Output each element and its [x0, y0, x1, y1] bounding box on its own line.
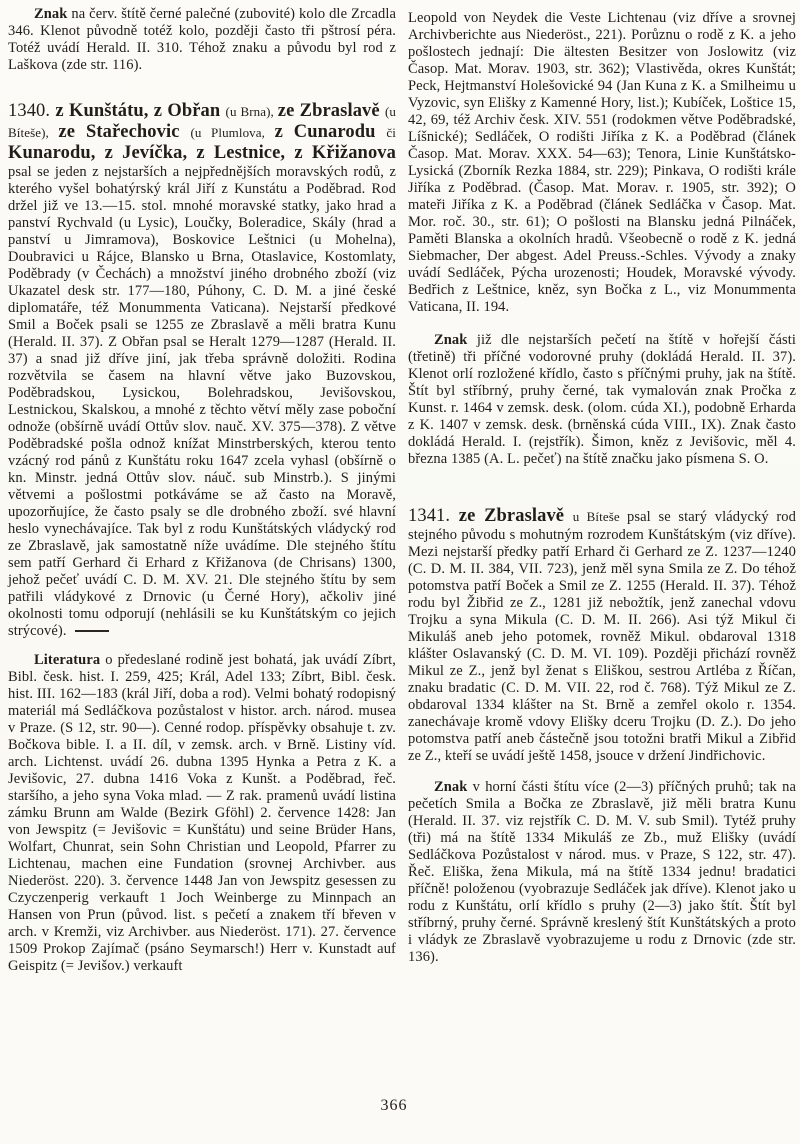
text-segment-num: 1341.	[408, 506, 459, 526]
page-number: 366	[380, 1097, 408, 1114]
text-segment-n: psal se starý vládycký rod stejného původu s mohutným rozrodem Kunštátským (viz dříve). Mezi nejstarší předky patří Erhard či Gerhard ze Z. 1237—1240 (C. D. M. II. 384, VII. 723), jenž měl syna Smila ze Z. Do téhož potomstva patří Boček a Smil ze Z. 1255 (Herald. II. 37). Téhož rodu byl Žibřid ze Z., 1281 již nebožtík, jenž zanechal vdovu Trojku a syna Mikula (C. D. M. II. 266). Asi týž Mikul či Mikuláš aneb jeho potomek, rovněž Mikul. obdaroval 1318 klášter Oslavanský (C. D. M. VI. 109). Později přichází rovněž Mikul ze Z., jenž byl ženat s Eliškou, sestrou Artléba z Říčan, znaku bradatic (C. D. M. VII. 22, rod č. 768). Týž Mikul ze Z. obdaroval 1334 klášter na St. Brně a zemřel okolo r. 1354. zanechávaje kromě vdovy Elišky dceru Trojku (D. Z.). Do jeho potomstva patří aneb částečně jsou totožni bratři Mikul a Zibřid ze Z., kteří se uvádí ještě 1458, jsouce v držení Jindřichovic.	[408, 509, 796, 764]
section-end-rule	[75, 630, 109, 632]
text-segment-hs: u Bíteše	[572, 509, 628, 524]
text-segment-hs: (u Plumlova,	[190, 125, 275, 140]
right-column	[408, 10, 796, 966]
para-znak-laskova-text: na červ. štítě černé palečné (zubovité) kolo dle Zrcadla 346. Klenot původně totéž kolo, později často tři pštrosí péra. Totéž uvádí Herald. II. 310. Téhož znaku a původu byl rod z Laškova (zde str. 116).	[8, 6, 396, 73]
text-segment-n: psal se jeden z nejstarších a nejpřednějších moravských rodů, z kterého vyšel bohatýrský král Jiří z Kunstátu a Poděbrad. Rod držel již ve 13.—15. stol. mnohé moravské statky, jako hrad a panství Rychvald (u Lysic), Loučky, Boleradice, Skály (hrad a panství u Jimramova), Boskovice Leštnici (u Mohelna), Doubravici u Rájce, Blansko u Brna, Otaslavice, Kostomlaty, Poděbrady (v Čechách) a množství jiného drobného zboží (viz Ukazatel desk str. 177—180, Púhony, C. D. M. a jiné české diplomatáře, též Monummenta Vaticana). Nejstarší předkové Smil a Boček psali se 1255 ze Zbraslavě a měli bratra Kunu (Herald. II. 37). Z Obřan psal se Heralt 1279—1287 (Herald. II. 37) a snad již dříve jiní, jak třeba správně doložiti. Rodina rozvětvila se časem na hlavní větve jako Buzovskou, Poděbradskou, Lysickou, Bolehradskou, Jevišovskou, Lestnickou, Skalskou, a mnohé z těchto větví měly zase poboční odnože (obšírně uvádí Ottův slov. nauč. XV. 375—378). Z větve Poděbradské pošla odnož knížat Minstrberských, kterou tento vzácný rod pánů z Kunštátu roku 1647 zcela vyhasl (obšírně o kn. Minstr. jedná Ottův slov. náuč. sub Minstrb.). S jinými větvemi a pošlostmi potkáváme se až často na Moravě, upozorňujíce, že často psaly se dle drobného zboží. své hlavní heslo vynechávajíce. Tak byl z rodu Kunštátských vládycký rod ze Zbraslavě, jak samostatně níže uvádíme. Dle stejného štítu sem patří Gerhard či Erhard z Křižanova (de Chrisans) 1300, jehož pečeť uvádí C. D. M. XV. 21. Dle stejného štítu by sem patřili vládykové z Drnovic (u Černé Hory), ačkoliv jiné okolnosti tomu odporují (nehlásili se ku Kunštátským co jejich strýcové).	[8, 164, 396, 639]
lead-word-znak: Znak	[434, 332, 468, 348]
text-segment-hs: (u Bíteše),	[8, 104, 396, 140]
text-segment-h: z Cunarodu	[274, 122, 387, 142]
entry-1340	[8, 101, 396, 640]
para-continuation-text: Leopold von Neydek die Veste Lichtenau (viz dříve a srovnej Archivberichte aus Niederöst., 221). Porůznu o rodě z K. a jeho pošlostech jednají: Die ältesten Besitzer von Joslowitz (viz Časop. Mat. Morav. 1903, str. 362); Vlastivěda, okres Kunštát; Peck, Hejtmanství Holešovické 94 (Jan Kuna z K. a Smilheimu u Vyzovic, syn Elišky z Kamenné Hory, list.); Kubíček, Loštice 15, 42, 69, též Archiv česk. XIV. 551 (rodokmen větve Poděbradské, Líšnické); Sedláček, O rodišti Jiříka z K. a Poděbrad (článek Časop. Mat. Morav. XXX. 54—63); Tenora, Linie Kunštátsko-Lysická (Zborník Rezka 1884, str. 229); Pinkava, O rodišti krále Jiříka z Poděbrad. (Časop. Mat. Morav. r. 1905, str. 392); O mateři Jiříka z K. a Poděbrad (článek Sedláčka v Časop. Mat. Mor. roč. 30., str. 61); O pošlosti na Blansku jedná Pilnáček, Paměti Blanska a okolních hradů. Všeobecně o rodě z K. jedná Siebmacher, Der abgest. Adel Preuss.-Schles. Vývody a znaky uvádí Sedláček, Pýcha urozenosti; Houdek, Moravské vývody. Bedřich z Leštnice, kněz, syn Bočka z L., viz Monummenta Vaticana, II. 194.	[408, 10, 796, 315]
text-segment-hs: či	[386, 125, 396, 140]
para-znak-kunstat-text: již dle nejstarších pečetí na štítě v hořejší části (třetině) tři příčné vodorovné pruhy (dokládá Herald. II. 37). Klenot orlí rozložené křídlo, často s příčnými pruhy, jak na štítě. Štít byl stříbrný, pruhy černé, tak vymalován znak Pročka z Kunst. r. 1464 v zemsk. desk. (olom. cúda XI.), podobně Erharda z K. 1407 v zemsk. desk. (brněnská cúda VIII., IX). Znak často dokládá Herald. I. (rejstřík). Šimon, kněz z Jevišovic, měl 4. března 1385 (A. L. pečeť) na štítě značku jako písmena S. O.	[408, 332, 796, 467]
para-continuation	[408, 10, 796, 316]
para-znak-zbraslav-text: v horní části štítu více (2—3) příčných pruhů; tak na pečetích Smila a Bočka ze Zbraslavě, již měli bratra Kunu (Herald. II. 37. viz rejstřík C. D. M. V. sub Smil). Tytéž pruhy (tři) má na štítě 1334 Mikuláš ze Zb., muž Elišky (uvádí Sedláčkova Pozůstalost v národ. mus. v Praze, S 122, str. 47). Řeč. Eliška, žena Mikula, má na štítě 1334 jednu! bradatici příčně! položenou (vyobrazuje Sedláček jak dříve). Klenot jako u rodu z Kunštátu, orlí křídlo s pruhy (2—3) jako štít. Štít byl stříbrný, pruhy černé. Správně kreslený štít Kunštátských a proto i vládyk ze Zbraslavě vyobrazujeme u rodu z Drnovic (zde str. 136).	[408, 779, 796, 965]
para-znak-laskova	[8, 6, 396, 74]
text-segment-h: ze Stařechovic	[58, 122, 191, 142]
text-segment-num: 1340.	[8, 101, 56, 121]
lead-word-znak: Znak	[434, 779, 468, 795]
para-literatura-text: o předeslané rodině jest bohatá, jak uvádí Zíbrt, Bibl. česk. hist. I. 259, 425; Král, Adel 133; Zíbrt, Bibl. česk. hist. III. 162—183 (král Jiří, doba a rod). Velmi bohatý rodopisný materiál má Sedláčkova pozůstalost v histor. arch. národ. musea v Praze. (S 12, str. 90—). Cenné rodop. příspěvky obsahuje t. zv. Bočkova bible. I. a II. díl, v zemsk. arch. v Brně. Listiny víd. arch. Lichtenst. uvádí 26. dubna 1395 Hynka a Petra z K. a Jevišovic, 27. dubna 1416 Voka z Kunšt. a Poděbrad, řeč. staršího, a jeho syna Voka mlad. — Z rak. pramenů uvádí listina zámku Brunn am Walde (Bezirk Gföhl) 2. července 1428: Jan von Jewspitz (= Jevišovic = Kunštátu) und seine Brüder Hans, Wolfart, Chunrat, sein Sohn Christian und Leopold, Pfarrer zu Lichtenau, machen eine Fundation (srovnej Archivber. aus Niederöst. 220). 3. července 1448 Jan von Jewspitz gesessen zu Czyczenperig verkauft 1 Joch Weinberge zu Minnpach an Hansen von Prun (původ. list. s pečetí a znakem tří břeven v arch. v Kremži, viz Archivber. aus Niederöst. 171). 27. července 1509 Prokop Zajímač (psáno Seymarsch!) Herr v. Kunstadt auf Geispitz (= Jevišov.) verkauft	[8, 652, 396, 974]
text-segment-h: ze Zbraslavě	[458, 506, 573, 526]
text-segment-h: z Kunštátu, z Obřan	[55, 101, 226, 121]
lead-word-literatura: Literatura	[34, 652, 101, 668]
text-segment-hs: (u Brna),	[225, 104, 278, 119]
entry-1341-rich-text	[408, 506, 796, 764]
entry-1341	[408, 506, 796, 765]
lead-word-znak: Znak	[34, 6, 68, 22]
para-literatura	[8, 652, 396, 975]
text-segment-h: ze Zbraslavě	[277, 101, 385, 121]
para-znak-zbraslav	[408, 779, 796, 966]
text-segment-h: Kunarodu, z Jevíčka, z Lestnice, z Křižanova	[8, 143, 396, 163]
left-column	[8, 6, 396, 975]
entry-1340-rich-text	[8, 101, 396, 639]
para-znak-kunstat	[408, 332, 796, 468]
